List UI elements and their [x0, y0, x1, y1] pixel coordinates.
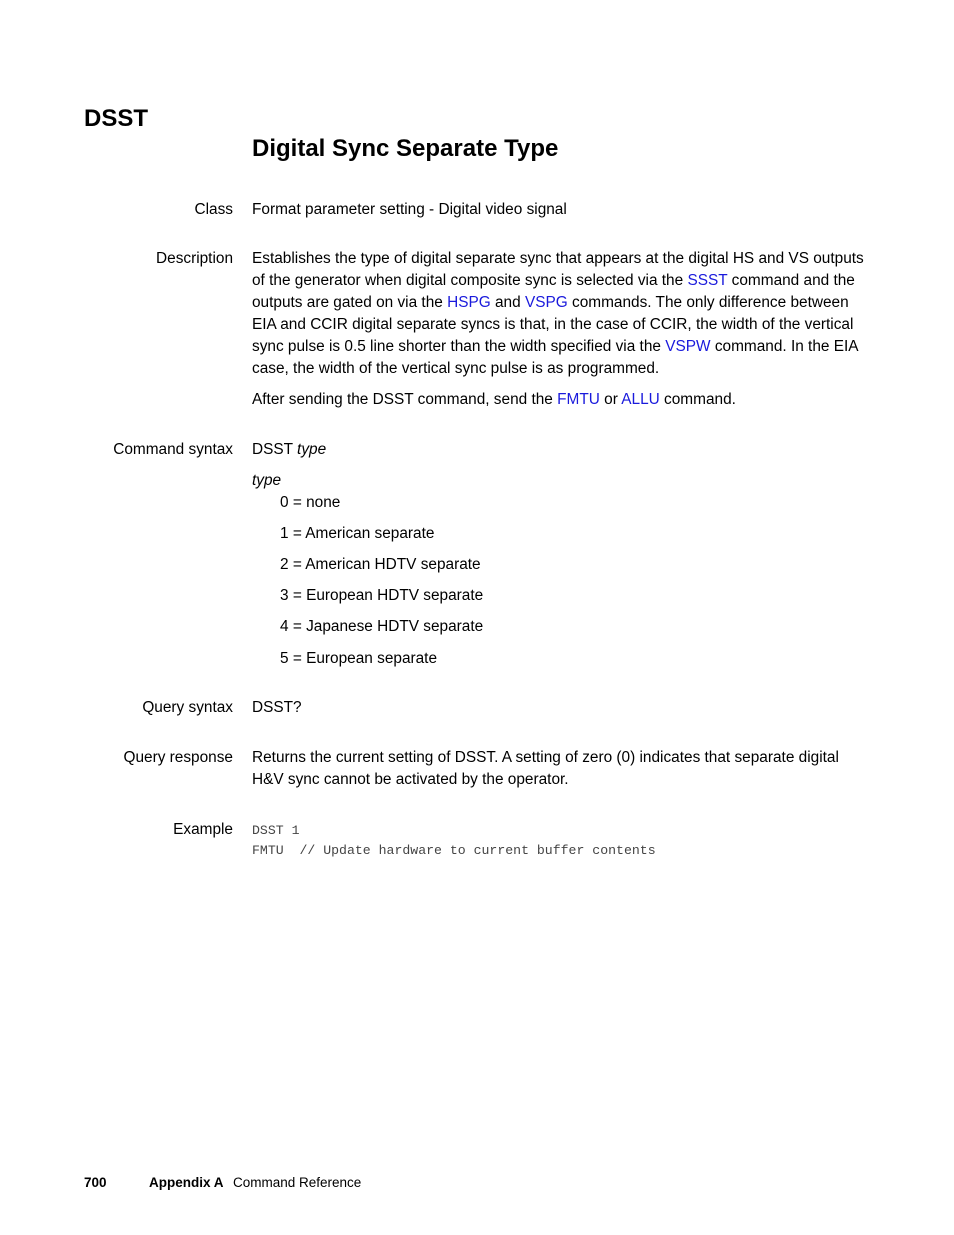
- description-label: Description: [156, 250, 233, 267]
- param-heading: type: [252, 472, 282, 489]
- hspg-link[interactable]: HSPG: [447, 294, 491, 311]
- option-item: 3 = European HDTV separate: [280, 587, 484, 604]
- vspw-link[interactable]: VSPW: [665, 338, 711, 355]
- command-syntax-command: DSST: [252, 441, 298, 458]
- query-response-value: Returns the current setting of DSST. A setting of zero (0) indicates that separate digital H&V sync cannot be activated by the operator.: [252, 749, 839, 788]
- option-item: 0 = none: [280, 494, 341, 511]
- footer-appendix: Appendix A: [149, 1175, 224, 1190]
- query-syntax-label: Query syntax: [142, 699, 233, 716]
- example-label: Example: [173, 821, 233, 838]
- command-syntax-value: [252, 439, 872, 461]
- description-text: command.: [659, 391, 736, 408]
- description-text: and: [490, 294, 525, 311]
- description-text: Establishes the type of digital separate sync that appears at the digital HS and VS outputs of the generator when digital composite sync is selected via the: [252, 250, 864, 289]
- class-value: Format parameter setting - Digital video signal: [252, 201, 567, 218]
- option-item: 4 = Japanese HDTV separate: [280, 618, 484, 635]
- query-syntax-value: DSST?: [252, 699, 302, 716]
- description-paragraph-2: [252, 389, 872, 411]
- description-text: After sending the DSST command, send the: [252, 391, 558, 408]
- class-label: Class: [194, 201, 233, 218]
- option-item: 2 = American HDTV separate: [280, 556, 481, 573]
- description-text: command and the outputs are gated on via the: [252, 272, 855, 311]
- ssst-link[interactable]: SSST: [687, 272, 728, 289]
- allu-link[interactable]: ALLU: [621, 391, 660, 408]
- page-number: 700: [84, 1175, 107, 1190]
- description-text: or: [599, 391, 622, 408]
- example-code-line-2: FMTU // Update hardware to current buffer contents: [252, 843, 656, 858]
- option-item: 1 = American separate: [280, 525, 435, 542]
- option-item: 5 = European separate: [280, 650, 438, 667]
- command-syntax-param: type: [297, 441, 327, 458]
- example-code-line-1: DSST 1: [252, 823, 300, 838]
- description-paragraph-1: [252, 248, 872, 380]
- vspg-link[interactable]: VSPG: [524, 294, 568, 311]
- footer-chapter: Command Reference: [233, 1175, 362, 1190]
- description-text: command. In the EIA case, the width of the vertical sync pulse is as programmed.: [252, 338, 858, 377]
- command-syntax-label: Command syntax: [113, 441, 233, 458]
- query-response-label: Query response: [123, 749, 233, 766]
- description-text: commands. The only difference between EIA and CCIR digital separate syncs is that, in the case of CCIR, the width of the vertical sync pulse is 0.5 line shorter than the width specified via the: [252, 294, 854, 355]
- fmtu-link[interactable]: FMTU: [557, 391, 600, 408]
- command-name: DSST: [84, 105, 149, 132]
- page-title: Digital Sync Separate Type: [252, 135, 559, 162]
